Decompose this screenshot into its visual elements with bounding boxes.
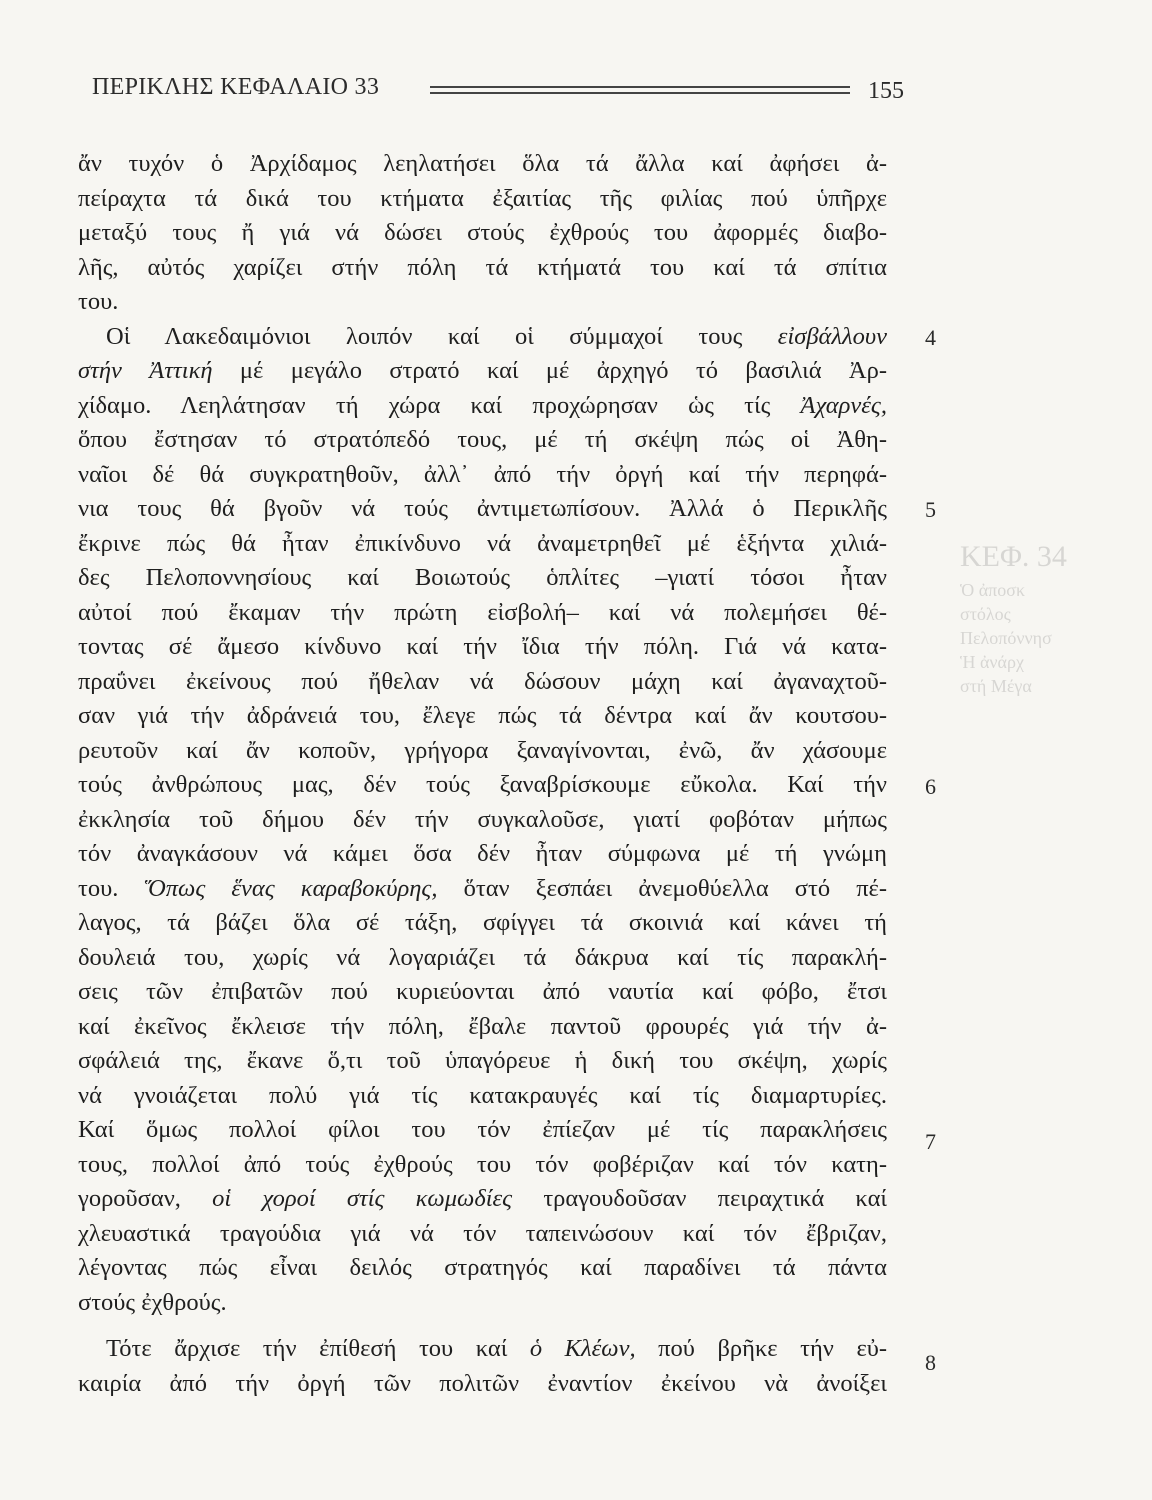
italic-term: Ὅπως ἕνας καραβοκύρης, [144,874,438,902]
bleed-through-text: στή Μέγα [960,676,1032,696]
text-run: μέ μεγάλο στρατό καί μέ ἀρχηγό τό βασιλιά Ἀρ- [239,357,888,384]
text-run: χίδαμο. Λεηλάτησαν τή χώρα καί προχώρησαν ὡς τίς [78,391,771,419]
text-line: τους, πολλοί ἀπό τούς ἐχθρούς του τόν φοβέριζαν καί τόν κατη- [78,1150,887,1178]
text-line: καιρία ἀπό τήν ὀργή τῶν πολιτῶν ἐναντίον ἐκείνου νὰ ἀνοίξει [78,1369,887,1397]
italic-term: στήν Ἀττική [78,357,213,384]
text-line [78,389,887,424]
italic-term: οἱ χοροί στίς κωμωδίες [212,1185,513,1212]
text-line: ρευτοῦν καί ἄν κοποῦν, γρήγορα ξαναγίνονται, ἐνῶ, ἄν χάσουμε [78,736,887,764]
body-text [78,147,887,1401]
text-line: χλευαστικά τραγούδια γιά νά τόν ταπεινώσουν καί τόν ἔβριζαν, [78,1219,887,1247]
text-line [78,1182,887,1217]
text-line: σεις τῶν ἐπιβατῶν πού κυριεύονται ἀπό ναυτία καί φόβο, ἔτσι [78,978,887,1005]
section-number: 6 [925,774,936,799]
text-line: ὅπου ἔστησαν τό στρατόπεδό τους, μέ τή σκέψη πώς οἱ Ἀθη- [78,426,887,453]
text-line: νια τους θά βγοῦν νά τούς ἀντιμετωπίσουν. Ἀλλά ὁ Περικλῆς [78,495,887,522]
bleed-through-text: στόλος [960,604,1011,624]
text-line: δουλειά του, χωρίς νά λογαριάζει τά δάκρυα καί τίς παρακλή- [78,943,887,971]
text-line: σφάλειά της, ἔκανε ὅ,τι τοῦ ὑπαγόρευε ἡ δική του σκέψη, χωρίς [78,1047,887,1074]
text-line: καί ἐκεῖνος ἔκλεισε τήν πόλη, ἔβαλε παντοῦ φρουρές γιά τήν ἀ- [78,1012,887,1040]
bleed-through-text: Πελοπόννησ [960,628,1052,648]
running-header [92,74,904,114]
text-line: νά γνοιάζεται πολύ γιά τίς κατακραυγές καί τίς διαμαρτυρίες. [78,1081,887,1109]
text-line: τόν ἀναγκάσουν νά κάμει ὅσα δέν ἦταν σύμφωνα μέ τή γνώμη [78,840,887,867]
text-line: ναῖοι δέ θά συγκρατηθοῦν, ἀλλ᾽ ἀπό τήν ὀργή καί τήν περηφά- [78,460,887,488]
bleed-through-text: Ἡ ἀνάρχ [960,652,1024,672]
section-number: 4 [925,325,936,350]
text-line: ἔκρινε πώς θά ἦταν ἐπικίνδυνο νά ἀναμετρηθεῖ μέ ἑξήντα χιλιά- [78,529,887,557]
text-line: λέγοντας πώς εἶναι δειλός στρατηγός καί παραδίνει τά πάντα [78,1254,887,1281]
text-run: του. [78,874,119,902]
text-line [78,872,887,907]
text-run: γοροῦσαν, [78,1185,181,1212]
bleed-through-heading: ΚΕΦ. 34 [960,540,1067,573]
text-line: ἄν τυχόν ὁ Ἀρχίδαμος λεηλατήσει ὅλα τά ἄλλα καί ἀφήσει ἀ- [78,150,887,177]
text-run: Οἱ Λακεδαιμόνιοι λοιπόν καί οἱ σύμμαχοί τους [106,322,743,350]
section-number: 7 [925,1129,936,1154]
section-number: 8 [925,1350,936,1375]
text-line: λαγος, τά βάζει ὅλα σέ τάξη, σφίγγει τά σκοινιά καί κάνει τή [78,909,887,936]
text-run: ὅταν ξεσπάει ἀνεμοθύελλα στό πέ- [463,874,888,902]
text-run: τραγουδοῦσαν πειραχτικά καί [543,1185,887,1212]
text-run: πού βρῆκε τήν εὐ- [658,1335,888,1362]
text-line: πείραχτα τά δικά του κτήματα ἐξαιτίας τῆς φιλίας πού ὑπῆρχε [78,184,887,212]
italic-term: ὁ Κλέων, [529,1335,636,1362]
text-line: ἐκκλησία τοῦ δήμου δέν τήν συγκαλοῦσε, γιατί φοβόταν μήπως [78,805,887,833]
text-line: λῆς, αὐτός χαρίζει στήν πόλη τά κτήματά του καί τά σπίτια [78,253,887,281]
header-rule [430,86,850,94]
text-line: δες Πελοποννησίους καί Βοιωτούς ὁπλίτες –γιατί τόσοι ἦταν [78,564,887,591]
text-line: στούς ἐχθρούς. [78,1288,227,1316]
text-line: τούς ἀνθρώπους μας, δέν τούς ξαναβρίσκουμε εὔκολα. Καί τήν [78,771,887,798]
text-line: αὐτοί πού ἔκαμαν τήν πρώτη εἰσβολή– καί νά πολεμήσει θέ- [78,598,887,626]
text-line: του. [78,288,119,315]
text-line [78,1332,887,1367]
section-number: 5 [925,497,936,522]
text-line: σαν γιά τήν ἀδράνειά του, ἔλεγε πώς τά δέντρα καί ἄν κουτσου- [78,702,887,729]
chapter-title: ΠΕΡΙΚΛΗΣ ΚΕΦΑΛΑΙΟ 33 [92,74,380,100]
text-line: μεταξύ τους ἤ γιά νά δώσει στούς ἐχθρούς του ἀφορμές διαβο- [78,219,887,246]
text-line [78,320,887,355]
text-line: τοντας σέ ἄμεσο κίνδυνο καί τήν ἴδια τήν πόλη. Γιά νά κατα- [78,633,887,660]
bleed-through-text: Ὁ ἀποσκ [960,580,1026,600]
italic-term: Ἀχαρνές, [800,391,887,419]
text-line [78,354,887,389]
text-line: Καί ὅμως πολλοί φίλοι του τόν ἐπίεζαν μέ τίς παρακλήσεις [78,1116,887,1143]
text-run: Τότε ἄρχισε τήν ἐπίθεσή του καί [106,1335,508,1362]
page-number: 155 [868,78,904,104]
italic-term: εἰσβάλλουν [777,322,887,350]
text-line: πραΰνει ἐκείνους πού ἤθελαν νά δώσουν μάχη καί ἀγαναχτοῦ- [78,667,887,695]
